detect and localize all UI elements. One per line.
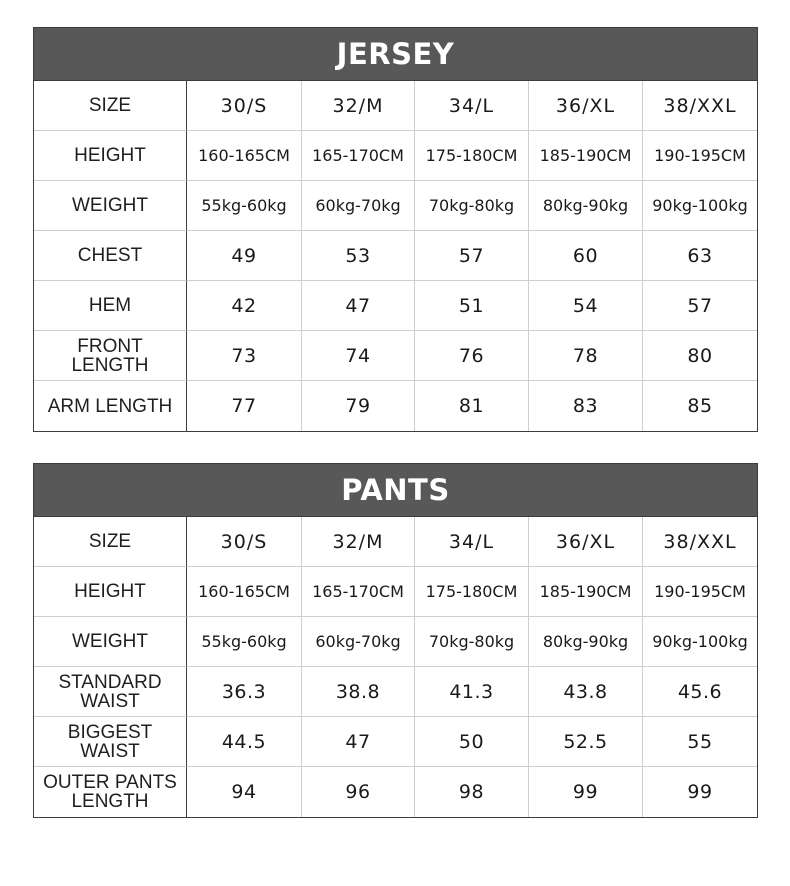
table-cell: 47 xyxy=(302,717,415,767)
size-column-header: 38/XXL xyxy=(643,517,757,567)
table-cell: 51 xyxy=(415,281,529,331)
row-label-size: SIZE xyxy=(34,81,187,131)
table-cell: 60kg-70kg xyxy=(302,181,415,231)
row-label-size: SIZE xyxy=(34,517,187,567)
pants-table-grid xyxy=(34,517,757,817)
table-cell: 60 xyxy=(529,231,643,281)
table-cell: 70kg-80kg xyxy=(415,617,529,667)
size-column-header: 34/L xyxy=(415,517,529,567)
table-cell: 43.8 xyxy=(529,667,643,717)
size-column-header: 32/M xyxy=(302,517,415,567)
table-cell: 70kg-80kg xyxy=(415,181,529,231)
table-cell: 41.3 xyxy=(415,667,529,717)
table-cell: 55kg-60kg xyxy=(187,617,302,667)
table-cell: 77 xyxy=(187,381,302,431)
row-label-outer-pants-length: OUTER PANTS LENGTH xyxy=(34,767,187,817)
table-cell: 49 xyxy=(187,231,302,281)
size-column-header: 32/M xyxy=(302,81,415,131)
pants-size-table xyxy=(33,463,758,818)
table-cell: 90kg-100kg xyxy=(643,181,757,231)
table-cell: 50 xyxy=(415,717,529,767)
pants-table-title: PANTS xyxy=(34,464,757,517)
table-cell: 190-195CM xyxy=(643,131,757,181)
jersey-table-grid xyxy=(34,81,757,431)
table-cell: 44.5 xyxy=(187,717,302,767)
table-cell: 54 xyxy=(529,281,643,331)
table-cell: 79 xyxy=(302,381,415,431)
table-cell: 55kg-60kg xyxy=(187,181,302,231)
table-cell: 81 xyxy=(415,381,529,431)
table-cell: 47 xyxy=(302,281,415,331)
table-cell: 90kg-100kg xyxy=(643,617,757,667)
row-label-biggest-waist: BIGGEST WAIST xyxy=(34,717,187,767)
size-column-header: 30/S xyxy=(187,81,302,131)
row-label-weight: WEIGHT xyxy=(34,181,187,231)
table-cell: 36.3 xyxy=(187,667,302,717)
table-cell: 55 xyxy=(643,717,757,767)
table-cell: 99 xyxy=(687,781,713,803)
table-cell: 99 xyxy=(529,767,643,817)
table-cell: 80 xyxy=(643,331,757,381)
table-cell: 175-180CM xyxy=(415,567,529,617)
table-cell: 78 xyxy=(529,331,643,381)
table-cell: 76 xyxy=(415,331,529,381)
jersey-table-title: JERSEY xyxy=(34,28,757,81)
row-label-height: HEIGHT xyxy=(34,567,187,617)
table-cell: 96 xyxy=(302,767,415,817)
table-cell: 175-180CM xyxy=(415,131,529,181)
size-column-header: 34/L xyxy=(415,81,529,131)
table-cell: 42 xyxy=(187,281,302,331)
table-cell: 165-170CM xyxy=(302,567,415,617)
table-cell: 98 xyxy=(415,767,529,817)
table-cell: 57 xyxy=(643,281,757,331)
table-cell: 60kg-70kg xyxy=(302,617,415,667)
size-column-header: 30/S xyxy=(187,517,302,567)
table-cell: 52.5 xyxy=(529,717,643,767)
table-cell: 185-190CM xyxy=(529,131,643,181)
jersey-size-table xyxy=(33,27,758,432)
table-cell: 80kg-90kg xyxy=(529,181,643,231)
row-label-arm-length: ARM LENGTH xyxy=(34,381,187,431)
size-column-header: 36/XL xyxy=(529,517,643,567)
row-label-hem: HEM xyxy=(34,281,187,331)
row-label-height: HEIGHT xyxy=(34,131,187,181)
row-label-front-length: FRONT LENGTH xyxy=(34,331,187,381)
table-cell: 83 xyxy=(529,381,643,431)
table-cell: 85 xyxy=(687,395,713,417)
table-cell: 80kg-90kg xyxy=(529,617,643,667)
table-cell: 160-165CM xyxy=(187,567,302,617)
table-cell: 74 xyxy=(302,331,415,381)
table-cell: 94 xyxy=(187,767,302,817)
table-cell: 165-170CM xyxy=(302,131,415,181)
table-cell: 160-165CM xyxy=(187,131,302,181)
table-cell: 63 xyxy=(643,231,757,281)
table-cell: 185-190CM xyxy=(529,567,643,617)
table-cell: 53 xyxy=(302,231,415,281)
size-column-header: 36/XL xyxy=(529,81,643,131)
row-label-chest: CHEST xyxy=(34,231,187,281)
table-cell: 73 xyxy=(187,331,302,381)
table-cell: 190-195CM xyxy=(643,567,757,617)
table-cell: 45.6 xyxy=(643,667,757,717)
row-label-standard-waist: STANDARD WAIST xyxy=(34,667,187,717)
size-column-header: 38/XXL xyxy=(643,81,757,131)
row-label-weight: WEIGHT xyxy=(34,617,187,667)
table-cell: 38.8 xyxy=(302,667,415,717)
table-cell: 57 xyxy=(415,231,529,281)
